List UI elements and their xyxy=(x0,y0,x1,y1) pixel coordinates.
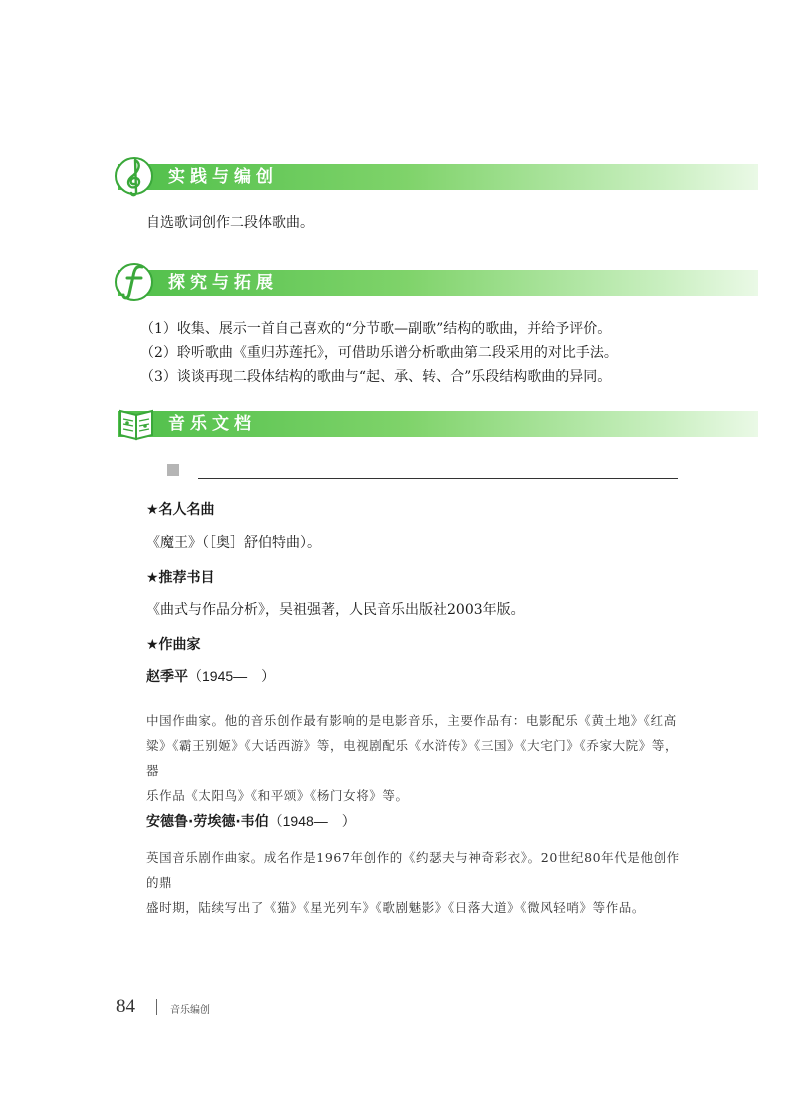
composer-entry xyxy=(146,666,275,686)
practice-banner xyxy=(118,164,758,190)
bio-line: 英国音乐剧作曲家。成名作是1967年创作的《约瑟夫与神奇彩衣》。20世纪80年代是他创作的鼎 xyxy=(146,850,680,890)
composer-bio xyxy=(146,708,686,808)
divider-rule xyxy=(198,478,678,479)
explore-item: （2）聆听歌曲《重归苏莲托》，可借助乐谱分析歌曲第二段采用的对比手法。 xyxy=(140,345,618,361)
composer-heading: ★作曲家 xyxy=(146,637,201,653)
bio-line: 乐作品《太阳鸟》《和平颂》《杨门女将》等。 xyxy=(146,788,409,803)
explore-title: 探究与拓展 xyxy=(168,273,278,293)
footer-section-name: 音乐编创 xyxy=(170,1005,210,1016)
footer-separator xyxy=(156,999,157,1015)
explore-item: （1）收集、展示一首自己喜欢的“分节歌—副歌”结构的歌曲，并给予评价。 xyxy=(140,321,612,337)
music-book-icon xyxy=(114,399,160,445)
section-marker xyxy=(167,464,179,476)
famous-text: 《魔王》（［奥］舒伯特曲）。 xyxy=(146,535,321,551)
bio-line: 盛时期，陆续写出了《猫》《星光列车》《歌剧魅影》《日落大道》《微风轻哨》等作品。 xyxy=(146,900,646,915)
treble-clef-icon xyxy=(114,152,160,198)
explore-banner xyxy=(118,270,758,296)
composer-entry xyxy=(146,811,356,831)
composer-name: 赵季平 xyxy=(146,669,188,685)
forte-icon xyxy=(114,258,160,304)
books-heading: ★推荐书目 xyxy=(146,570,215,586)
composer-years: （1948— ） xyxy=(268,813,356,829)
explore-list xyxy=(140,318,618,390)
practice-text: 自选歌词创作二段体歌曲。 xyxy=(146,215,314,231)
books-text: 《曲式与作品分析》，吴祖强著，人民音乐出版社2003年版。 xyxy=(146,602,525,618)
composer-years: （1945— ） xyxy=(188,668,276,684)
famous-heading: ★名人名曲 xyxy=(146,502,215,518)
docs-banner xyxy=(118,411,758,437)
composer-name: 安德鲁·劳埃德·韦伯 xyxy=(146,814,269,830)
explore-item: （3）谈谈再现二段体结构的歌曲与“起、承、转、合”乐段结构歌曲的异同。 xyxy=(140,369,612,385)
practice-title: 实践与编创 xyxy=(168,167,278,187)
bio-line: 中国作曲家。他的音乐创作最有影响的是电影音乐，主要作品有：电影配乐《黄土地》《红高 xyxy=(146,713,677,728)
docs-title: 音乐文档 xyxy=(168,414,256,434)
composer-bio xyxy=(146,845,686,920)
bio-line: 粱》《霸王别姬》《大话西游》等，电视剧配乐《水浒传》《三国》《大宅门》《乔家大院》等，器 xyxy=(146,738,679,778)
page-number: 84 xyxy=(116,996,135,1017)
